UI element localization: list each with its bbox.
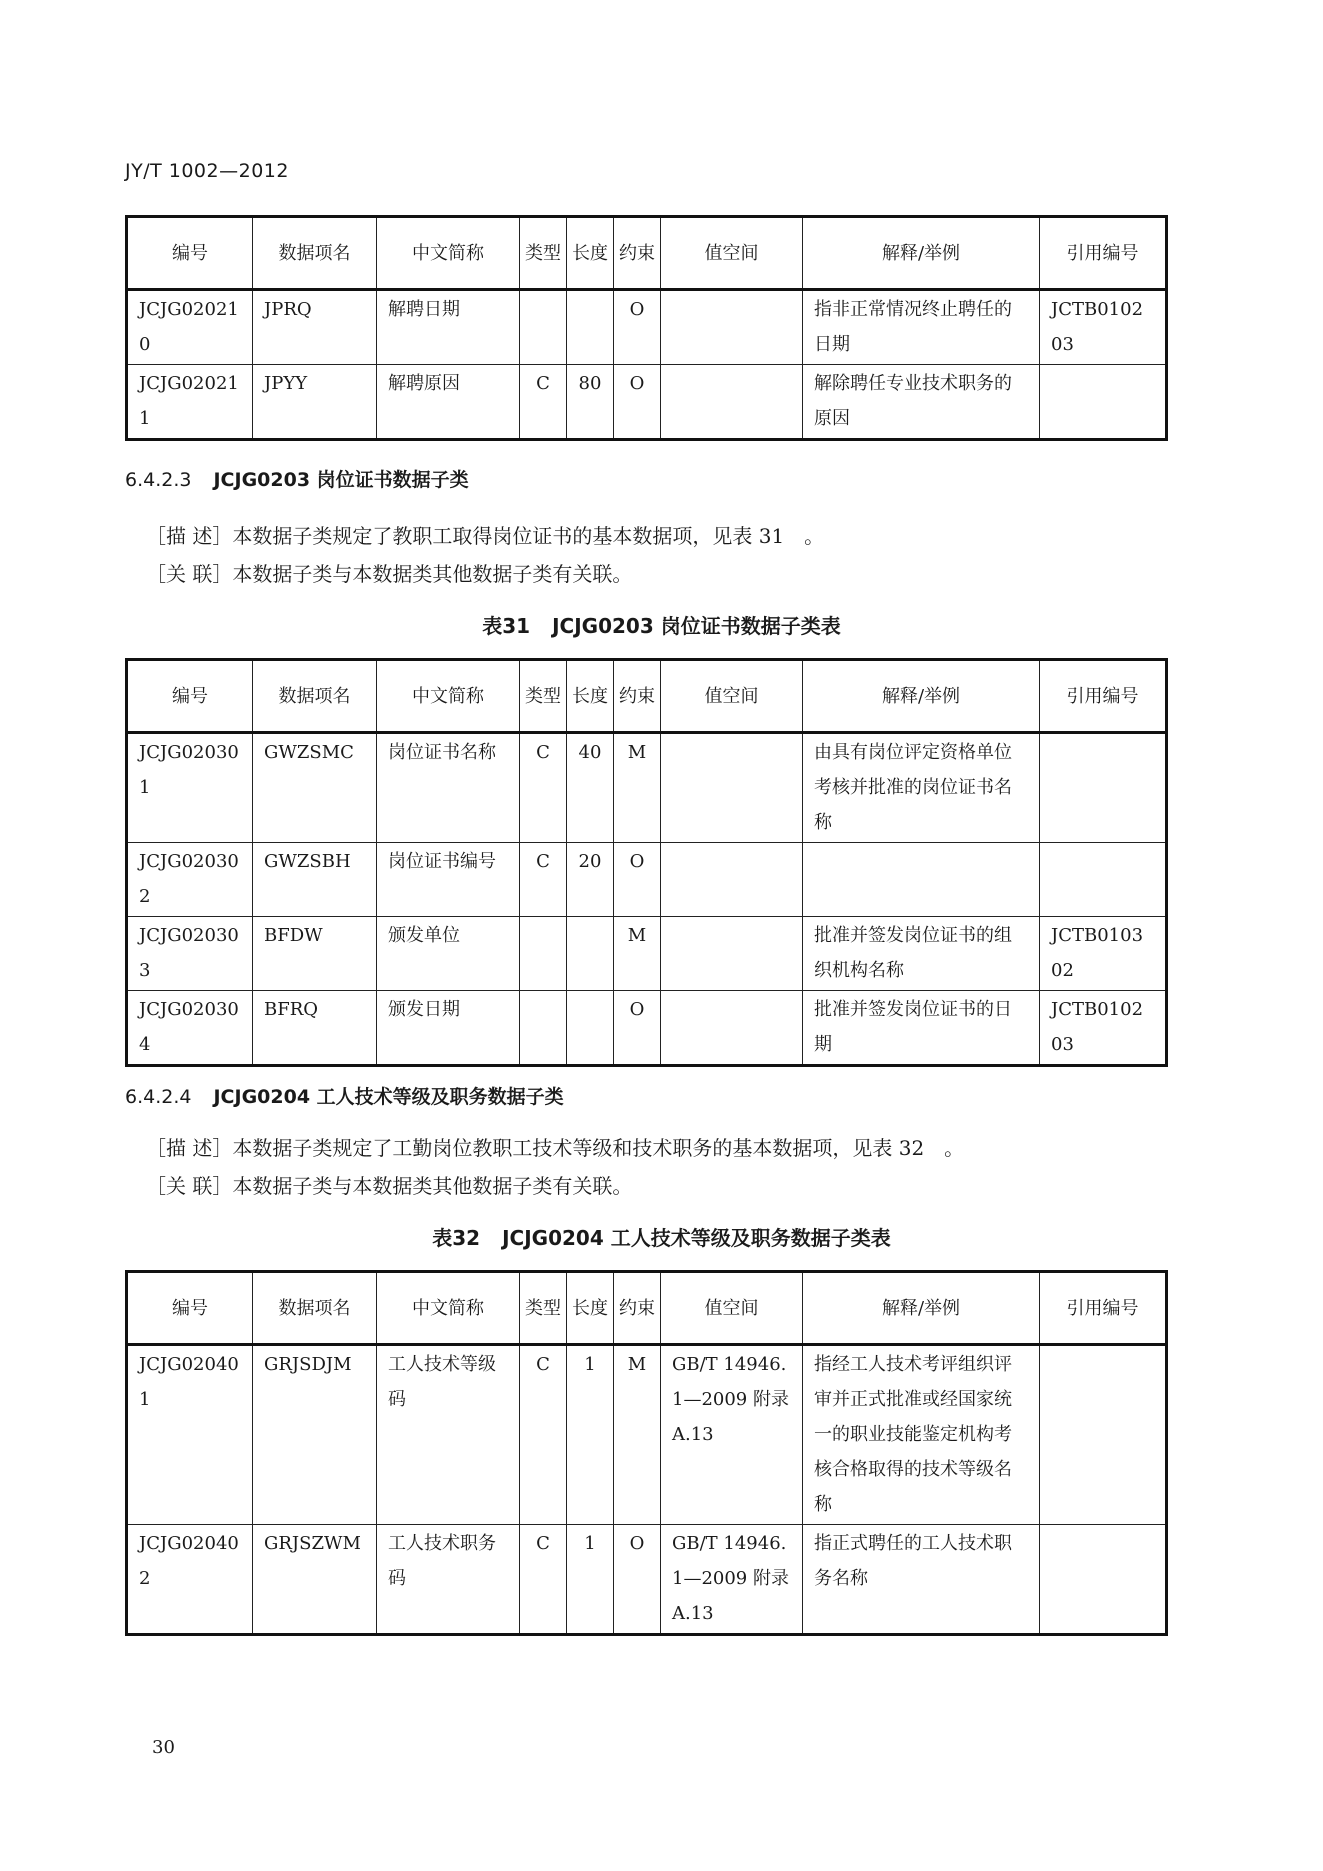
column-header: 中文简称 <box>377 1272 520 1345</box>
cell-ref <box>1040 1525 1167 1635</box>
column-header: 解释/举例 <box>803 1272 1040 1345</box>
cell-cn: 工人技术等级码 <box>377 1345 520 1525</box>
column-header: 解释/举例 <box>803 660 1040 733</box>
cell-len: 1 <box>567 1525 614 1635</box>
cell-space <box>661 917 803 991</box>
table-row <box>127 290 1167 365</box>
page-number: 30 <box>152 1737 175 1758</box>
table-number: 表31 <box>482 614 531 638</box>
cell-type: C <box>520 365 567 440</box>
column-header: 编号 <box>127 1272 253 1345</box>
cell-cons: M <box>614 917 661 991</box>
cell-space <box>661 843 803 917</box>
cell-ref: JCTB010203 <box>1040 991 1167 1066</box>
cell-name: BFRQ <box>253 991 377 1066</box>
table-number: 表32 <box>432 1226 481 1250</box>
section-description: ［描 述］本数据子类规定了教职工取得岗位证书的基本数据项，见表 31 。 <box>146 524 825 548</box>
cell-cons: O <box>614 365 661 440</box>
table-row <box>127 1345 1167 1525</box>
cell-id: JCJG020303 <box>127 917 253 991</box>
column-header: 长度 <box>567 660 614 733</box>
cell-name: GWZSMC <box>253 733 377 843</box>
cell-name: GWZSBH <box>253 843 377 917</box>
table-continued-body <box>127 290 1167 440</box>
table-32 <box>125 1270 1168 1636</box>
column-header: 约束 <box>614 217 661 290</box>
section-relation: ［关 联］本数据子类与本数据类其他数据子类有关联。 <box>146 1174 633 1198</box>
cell-len <box>567 991 614 1066</box>
cell-len <box>567 290 614 365</box>
cell-name: JPYY <box>253 365 377 440</box>
cell-cons: O <box>614 843 661 917</box>
column-header: 引用编号 <box>1040 1272 1167 1345</box>
column-header: 编号 <box>127 217 253 290</box>
cell-space <box>661 290 803 365</box>
cell-cn: 颁发日期 <box>377 991 520 1066</box>
cell-id: JCJG020301 <box>127 733 253 843</box>
cell-type <box>520 991 567 1066</box>
cell-ref <box>1040 1345 1167 1525</box>
table-continued-header <box>127 217 1167 290</box>
table-row <box>127 843 1167 917</box>
cell-desc <box>803 843 1040 917</box>
cell-ref <box>1040 365 1167 440</box>
cell-space: GB/T 14946.1—2009 附录 A.13 <box>661 1525 803 1635</box>
column-header: 约束 <box>614 1272 661 1345</box>
cell-ref: JCTB010302 <box>1040 917 1167 991</box>
cell-type <box>520 917 567 991</box>
cell-ref <box>1040 843 1167 917</box>
section-description: ［描 述］本数据子类规定了工勤岗位教职工技术等级和技术职务的基本数据项，见表 32 。 <box>146 1136 965 1160</box>
section-heading-0204 <box>125 1082 564 1109</box>
column-header: 值空间 <box>661 660 803 733</box>
cell-type: C <box>520 1525 567 1635</box>
table-row <box>127 991 1167 1066</box>
table-31 <box>125 658 1168 1067</box>
cell-id: JCJG020210 <box>127 290 253 365</box>
cell-cons: O <box>614 991 661 1066</box>
cell-name: JPRQ <box>253 290 377 365</box>
cell-len: 80 <box>567 365 614 440</box>
cell-ref <box>1040 733 1167 843</box>
cell-cn: 解聘原因 <box>377 365 520 440</box>
column-header: 引用编号 <box>1040 217 1167 290</box>
column-header: 类型 <box>520 217 567 290</box>
table-32-body <box>127 1345 1167 1635</box>
table-title-text: JCJG0204 工人技术等级及职务数据子类表 <box>502 1226 891 1250</box>
column-header: 中文简称 <box>377 217 520 290</box>
cell-name: BFDW <box>253 917 377 991</box>
cell-space: GB/T 14946.1—2009 附录 A.13 <box>661 1345 803 1525</box>
table-continued <box>125 215 1168 441</box>
table-row <box>127 1525 1167 1635</box>
cell-cn: 岗位证书名称 <box>377 733 520 843</box>
column-header: 数据项名 <box>253 660 377 733</box>
cell-space <box>661 733 803 843</box>
column-header: 值空间 <box>661 217 803 290</box>
cell-len: 40 <box>567 733 614 843</box>
cell-desc: 解除聘任专业技术职务的原因 <box>803 365 1040 440</box>
column-header: 解释/举例 <box>803 217 1040 290</box>
cell-type <box>520 290 567 365</box>
cell-cons: M <box>614 1345 661 1525</box>
column-header: 约束 <box>614 660 661 733</box>
cell-desc: 指经工人技术考评组织评审并正式批准或经国家统一的职业技能鉴定机构考核合格取得的技术等级名称 <box>803 1345 1040 1525</box>
column-header: 类型 <box>520 1272 567 1345</box>
cell-desc: 批准并签发岗位证书的日期 <box>803 991 1040 1066</box>
column-header: 数据项名 <box>253 1272 377 1345</box>
cell-type: C <box>520 733 567 843</box>
cell-desc: 指非正常情况终止聘任的日期 <box>803 290 1040 365</box>
cell-id: JCJG020401 <box>127 1345 253 1525</box>
cell-id: JCJG020304 <box>127 991 253 1066</box>
cell-type: C <box>520 843 567 917</box>
table-32-title <box>0 1222 1323 1251</box>
table-31-body <box>127 733 1167 1066</box>
cell-name: GRJSZWM <box>253 1525 377 1635</box>
cell-space <box>661 991 803 1066</box>
cell-type: C <box>520 1345 567 1525</box>
column-header: 编号 <box>127 660 253 733</box>
column-header: 数据项名 <box>253 217 377 290</box>
cell-id: JCJG020402 <box>127 1525 253 1635</box>
cell-len: 1 <box>567 1345 614 1525</box>
section-heading-0203 <box>125 465 469 492</box>
table-32-header <box>127 1272 1167 1345</box>
cell-id: JCJG020302 <box>127 843 253 917</box>
table-row <box>127 733 1167 843</box>
section-number: 6.4.2.3 <box>125 469 192 491</box>
cell-name: GRJSDJM <box>253 1345 377 1525</box>
cell-desc: 批准并签发岗位证书的组织机构名称 <box>803 917 1040 991</box>
column-header: 长度 <box>567 1272 614 1345</box>
standard-code-header: JY/T 1002—2012 <box>125 160 289 182</box>
cell-desc: 由具有岗位评定资格单位考核并批准的岗位证书名称 <box>803 733 1040 843</box>
cell-cn: 岗位证书编号 <box>377 843 520 917</box>
cell-cn: 工人技术职务码 <box>377 1525 520 1635</box>
column-header: 长度 <box>567 217 614 290</box>
table-row <box>127 365 1167 440</box>
section-title: JCJG0203 岗位证书数据子类 <box>213 469 469 491</box>
cell-desc: 指正式聘任的工人技术职务名称 <box>803 1525 1040 1635</box>
table-row <box>127 917 1167 991</box>
section-relation: ［关 联］本数据子类与本数据类其他数据子类有关联。 <box>146 562 633 586</box>
column-header: 中文简称 <box>377 660 520 733</box>
cell-cons: O <box>614 1525 661 1635</box>
cell-cn: 颁发单位 <box>377 917 520 991</box>
cell-cons: O <box>614 290 661 365</box>
cell-len <box>567 917 614 991</box>
section-number: 6.4.2.4 <box>125 1086 192 1108</box>
table-31-header <box>127 660 1167 733</box>
cell-cons: M <box>614 733 661 843</box>
section-title: JCJG0204 工人技术等级及职务数据子类 <box>213 1086 564 1108</box>
cell-space <box>661 365 803 440</box>
table-title-text: JCJG0203 岗位证书数据子类表 <box>552 614 841 638</box>
column-header: 类型 <box>520 660 567 733</box>
column-header: 引用编号 <box>1040 660 1167 733</box>
column-header: 值空间 <box>661 1272 803 1345</box>
table-31-title <box>0 610 1323 639</box>
cell-ref: JCTB010203 <box>1040 290 1167 365</box>
cell-id: JCJG020211 <box>127 365 253 440</box>
cell-len: 20 <box>567 843 614 917</box>
cell-cn: 解聘日期 <box>377 290 520 365</box>
